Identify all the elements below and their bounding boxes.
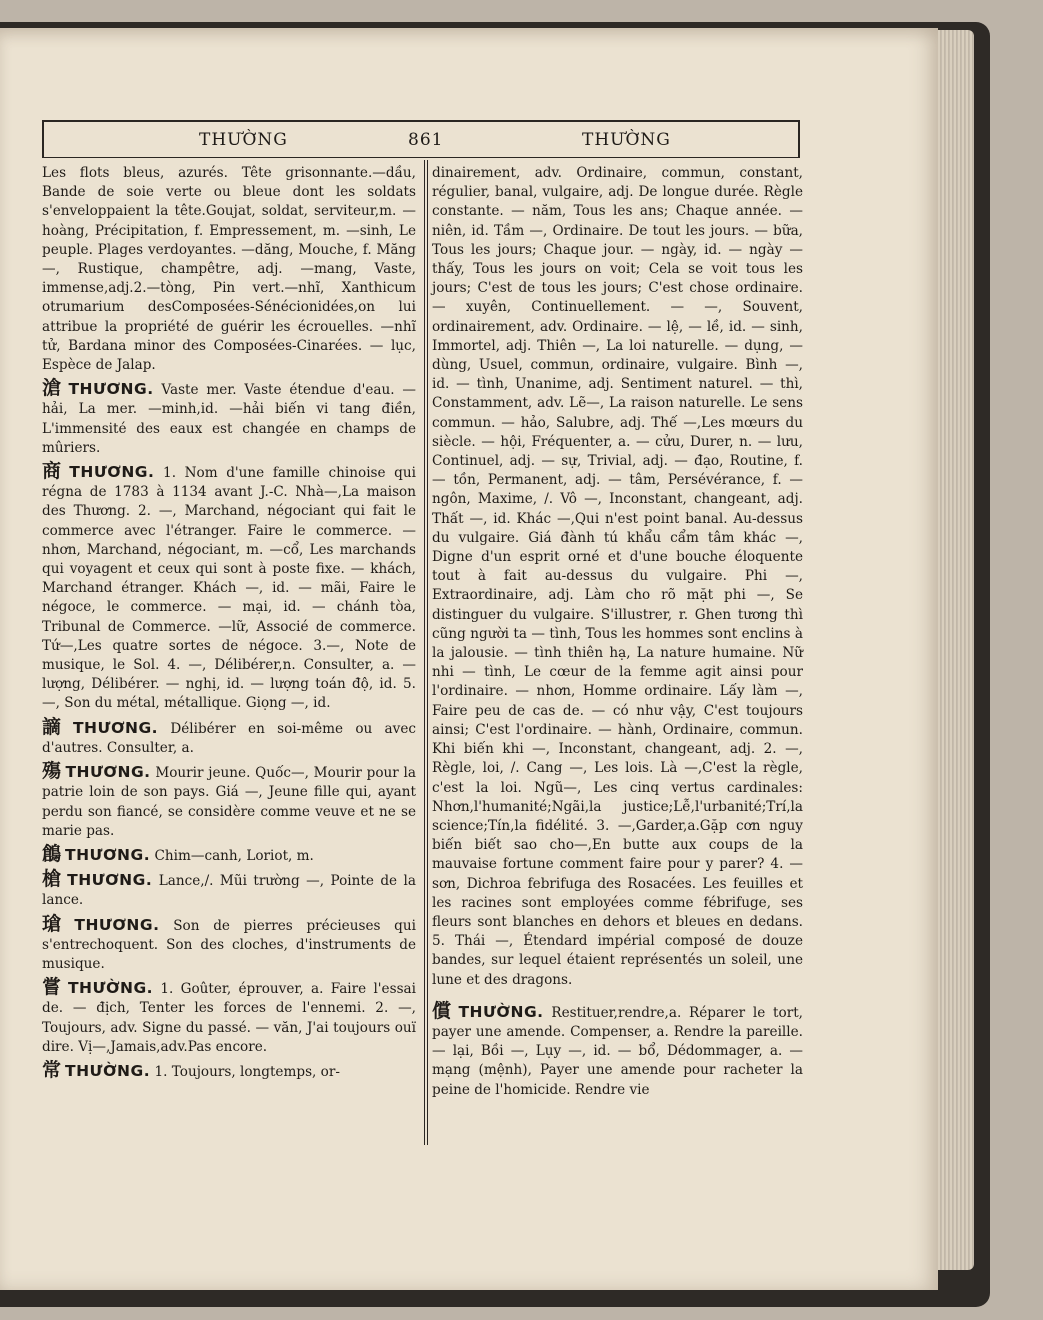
dictionary-entry — [42, 912, 416, 975]
dictionary-entry — [42, 1058, 416, 1082]
headword: THƯƠNG. — [68, 380, 154, 399]
entry-text: 1. Nom d'une famille chinoise qui régna de 1783 à 1134 avant J.-C. Nhà—,La maison des Thương. 2. —, Marchand, négociant qui fait le commerce avec l'étranger. Faire le commerce. —nhơn, Marchand, négociant, m. —cổ, Les marchands qui voyagent et ceux qui sont à poste fixe. — khách, Marchand étranger. Khách —, id. — mãi, Faire le négoce, le commerce. — mại, id. — chánh tòa, Tribunal de Commerce. —lữ, Associé de commerce. Tứ—,Les quatre sortes de négoce. 3.—, Note de musique, le Sol. 4. —, Délibérer,n. Consulter, a. — lượng, Délibérer. — nghị, id. — lượng toán độ, id. 5. —, Son du métal, métallique. Giọng —, id. — [42, 465, 416, 712]
headword: THƯƠNG. — [72, 718, 159, 737]
header-right-word: THƯỜNG — [582, 130, 671, 150]
headword: THƯƠNG. — [65, 845, 151, 864]
chinese-character: 槍 — [42, 868, 64, 891]
chinese-character: 滄 — [42, 377, 65, 400]
headword: THƯỜNG. — [65, 1061, 151, 1080]
entry-text: Restituer,rendre,a. Réparer le tort, payer une amende. Compenser, a. Rendre la pareille. — lại, Bồi —, Lụy —, id. — bổ, Dédommager, a. — mạng (mệnh), Payer une amende pour racheter la peine de l'homicide. Rendre vie — [432, 1004, 803, 1098]
header-left-word: THƯỜNG — [199, 130, 288, 150]
chinese-character: 殤 — [42, 760, 62, 783]
dictionary-entry — [42, 842, 416, 866]
entry-text: Son de pierres précieuses qui s'entrechoquent. Son des cloches, d'instruments de musique. — [42, 917, 416, 972]
chinese-character: 鶬 — [42, 842, 62, 865]
chinese-character: 常 — [42, 1058, 62, 1081]
chinese-character: 謫 — [42, 715, 69, 738]
chinese-character: 償 — [432, 999, 455, 1022]
dictionary-entry — [42, 715, 416, 758]
continuation-text: dinairement, adv. Ordinaire, commun, constant, régulier, banal, vulgaire, adj. De longue durée. Règle constante. — năm, Tous les ans; Chaque année. — niên, id. Tầm —, Ordinaire. De tout les jours. — bữa, Tous les jours; Chaque jour. — ngày, id. — ngày — thấy, Tous les jours on voit; Cela se voit tous les jours; C'est de tous les jours; C'est chose ordinaire. — xuyên, Continuellement. — —, Souvent, ordinairement, adv. Ordinaire. — lệ, — lề, id. — sinh, Immortel, adj. Thiên —, La loi naturelle. — dụng, — dùng, Usuel, commun, ordinaire, vulgaire. Bình —, id. — tình, Unanime, adj. Sentiment naturel. — thì, Constamment, adv. Lẽ—, La raison naturelle. Le sens commun. — hảo, Salubre, adj. Thế —,Les mœurs du siècle. — hội, Fréquenter, a. — cửu, Durer, n. — lưu, Continuel, adj. — sự, Trivial, adj. — đạo, Routine, f. — tồn, Permanent, adj. — tâm, Persévérance, f. — ngôn, Maxime, /. Vô —, Inconstant, changeant, adj. Thất —, id. Khác —,Qui n'est point banal. Au-dessus du vulgaire. Giá đành tú khẩu cẩm tâm khác —, Digne d'un esprit orné et d'une bouche éloquente tout à fait au-dessus du vulgaire. Phi —, Extraordinaire, adj. Làm cho rõ mặt phi —, Se distinguer du vulgaire. S'illustrer, r. Ghen tương thì cũng người ta — tình, Tous les hommes sont enclins à la jalousie. — tình thiên hạ, La nature humaine. Nữ nhi — tình, Le cœur de la femme agit ainsi pour l'ordinaire. — nhơn, Homme ordinaire. Lấy làm —, Faire peu de cas de. — có như vậy, C'est toujours ainsi; C'est l'ordinaire. — hành, Ordinaire, commun. Khi biến khi —, Inconstant, changeant, adj. 2. —, Règle, loi, /. Cang —, Les lois. Là —,C'est la règle, c'est la loi. Ngũ—, Les cinq vertus cardinales: Nhơn,l'humanité;Ngãi,la justice;Lễ,l'urbanité;Trí,la science;Tín,la fidélité. 3. —,Garder,a.Gặp cơn nguy biến biết sao cho—,En butte aux coups de la mauvaise fortune comment faire pour y parer? 4. — sơn, Dichroa febrifuga des Rosacées. Les feuilles et les racines sont employées comme fébrifuge, ses fleurs sont blanches en dehors et bleues en dedans. 5. Thái —, Étendard impérial composé de douze bandes, sur lequel étaient représentés un soleil, une lune et des dragons. — [432, 165, 803, 988]
dictionary-entry — [42, 379, 416, 458]
left-column — [42, 164, 416, 1086]
headword: THƯỜNG. — [67, 979, 154, 998]
entry-text: Délibérer en soi-même ou avec d'autres. Consulter, a. — [42, 720, 416, 756]
page-number: 861 — [408, 130, 444, 150]
entry-text: 1. Goûter, éprouver, a. Faire l'essai de. — địch, Tenter les forces de l'ennemi. 2. —, Toujours, adv. Signe du passé. — văn, J'ai toujours ouï dire. Vị—,Jamais,adv.Pas encore. — [42, 981, 416, 1055]
entry-text: Lance,/. Mũi trường —, Pointe de la lance. — [42, 873, 416, 909]
headword: THƯƠNG. — [67, 871, 153, 890]
dictionary-entry — [42, 870, 416, 910]
running-header — [42, 120, 800, 158]
entry-text: 1. Toujours, longtemps, or- — [154, 1063, 340, 1080]
headword: THƯƠNG. — [65, 763, 151, 782]
chinese-character: 瑲 — [42, 912, 71, 935]
dictionary-entry — [42, 762, 416, 841]
entry-text: Chim—canh, Loriot, m. — [154, 847, 314, 864]
chinese-character: 商 — [42, 460, 66, 483]
chinese-character: 嘗 — [42, 976, 64, 999]
headword: THƯƠNG. — [69, 463, 155, 482]
dictionary-entry — [432, 999, 803, 1100]
right-column — [432, 164, 803, 1104]
continuation-text: Les flots bleus, azurés. Tête grisonnante.—dầu, Bande de soie verte ou bleue dont les soldats s'enveloppaient la tête.Goujat, soldat, serviteur,m. —hoàng, Précipitation, f. Empressement, m. —sinh, Le peuple. Plages verdoyantes. —dăng, Mouche, f. Măng —, Rustique, champêtre, adj. —mang, Vaste, immense,adj.2.—tòng, Pin vert.—nhĩ, Xanthicum otrumarium desComposées-Sénécionidées,on lui attribue la propriété de guérir les écrouelles. —nhĩ tử, Bardana minor des Composées-Cinarées. — lục, Espèce de Jalap. — [42, 165, 416, 374]
dictionary-entry — [42, 462, 416, 714]
headword: THƯỜNG. — [458, 1002, 544, 1021]
column-divider — [424, 160, 428, 1145]
dictionary-entry — [42, 978, 416, 1057]
entry-text: Vaste mer. Vaste étendue d'eau. — hải, La mer. —minh,id. —hải biến vi tang điền, L'immensité des eaux est changée en champs de mûriers. — [42, 382, 416, 456]
headword: THƯƠNG. — [74, 915, 160, 934]
entry-text: Mourir jeune. Quốc—, Mourir pour la patrie loin de son pays. Giá —, Jeune fille qui, ayant perdu son fiancé, se considère comme veuve et ne se marie pas. — [42, 765, 416, 839]
